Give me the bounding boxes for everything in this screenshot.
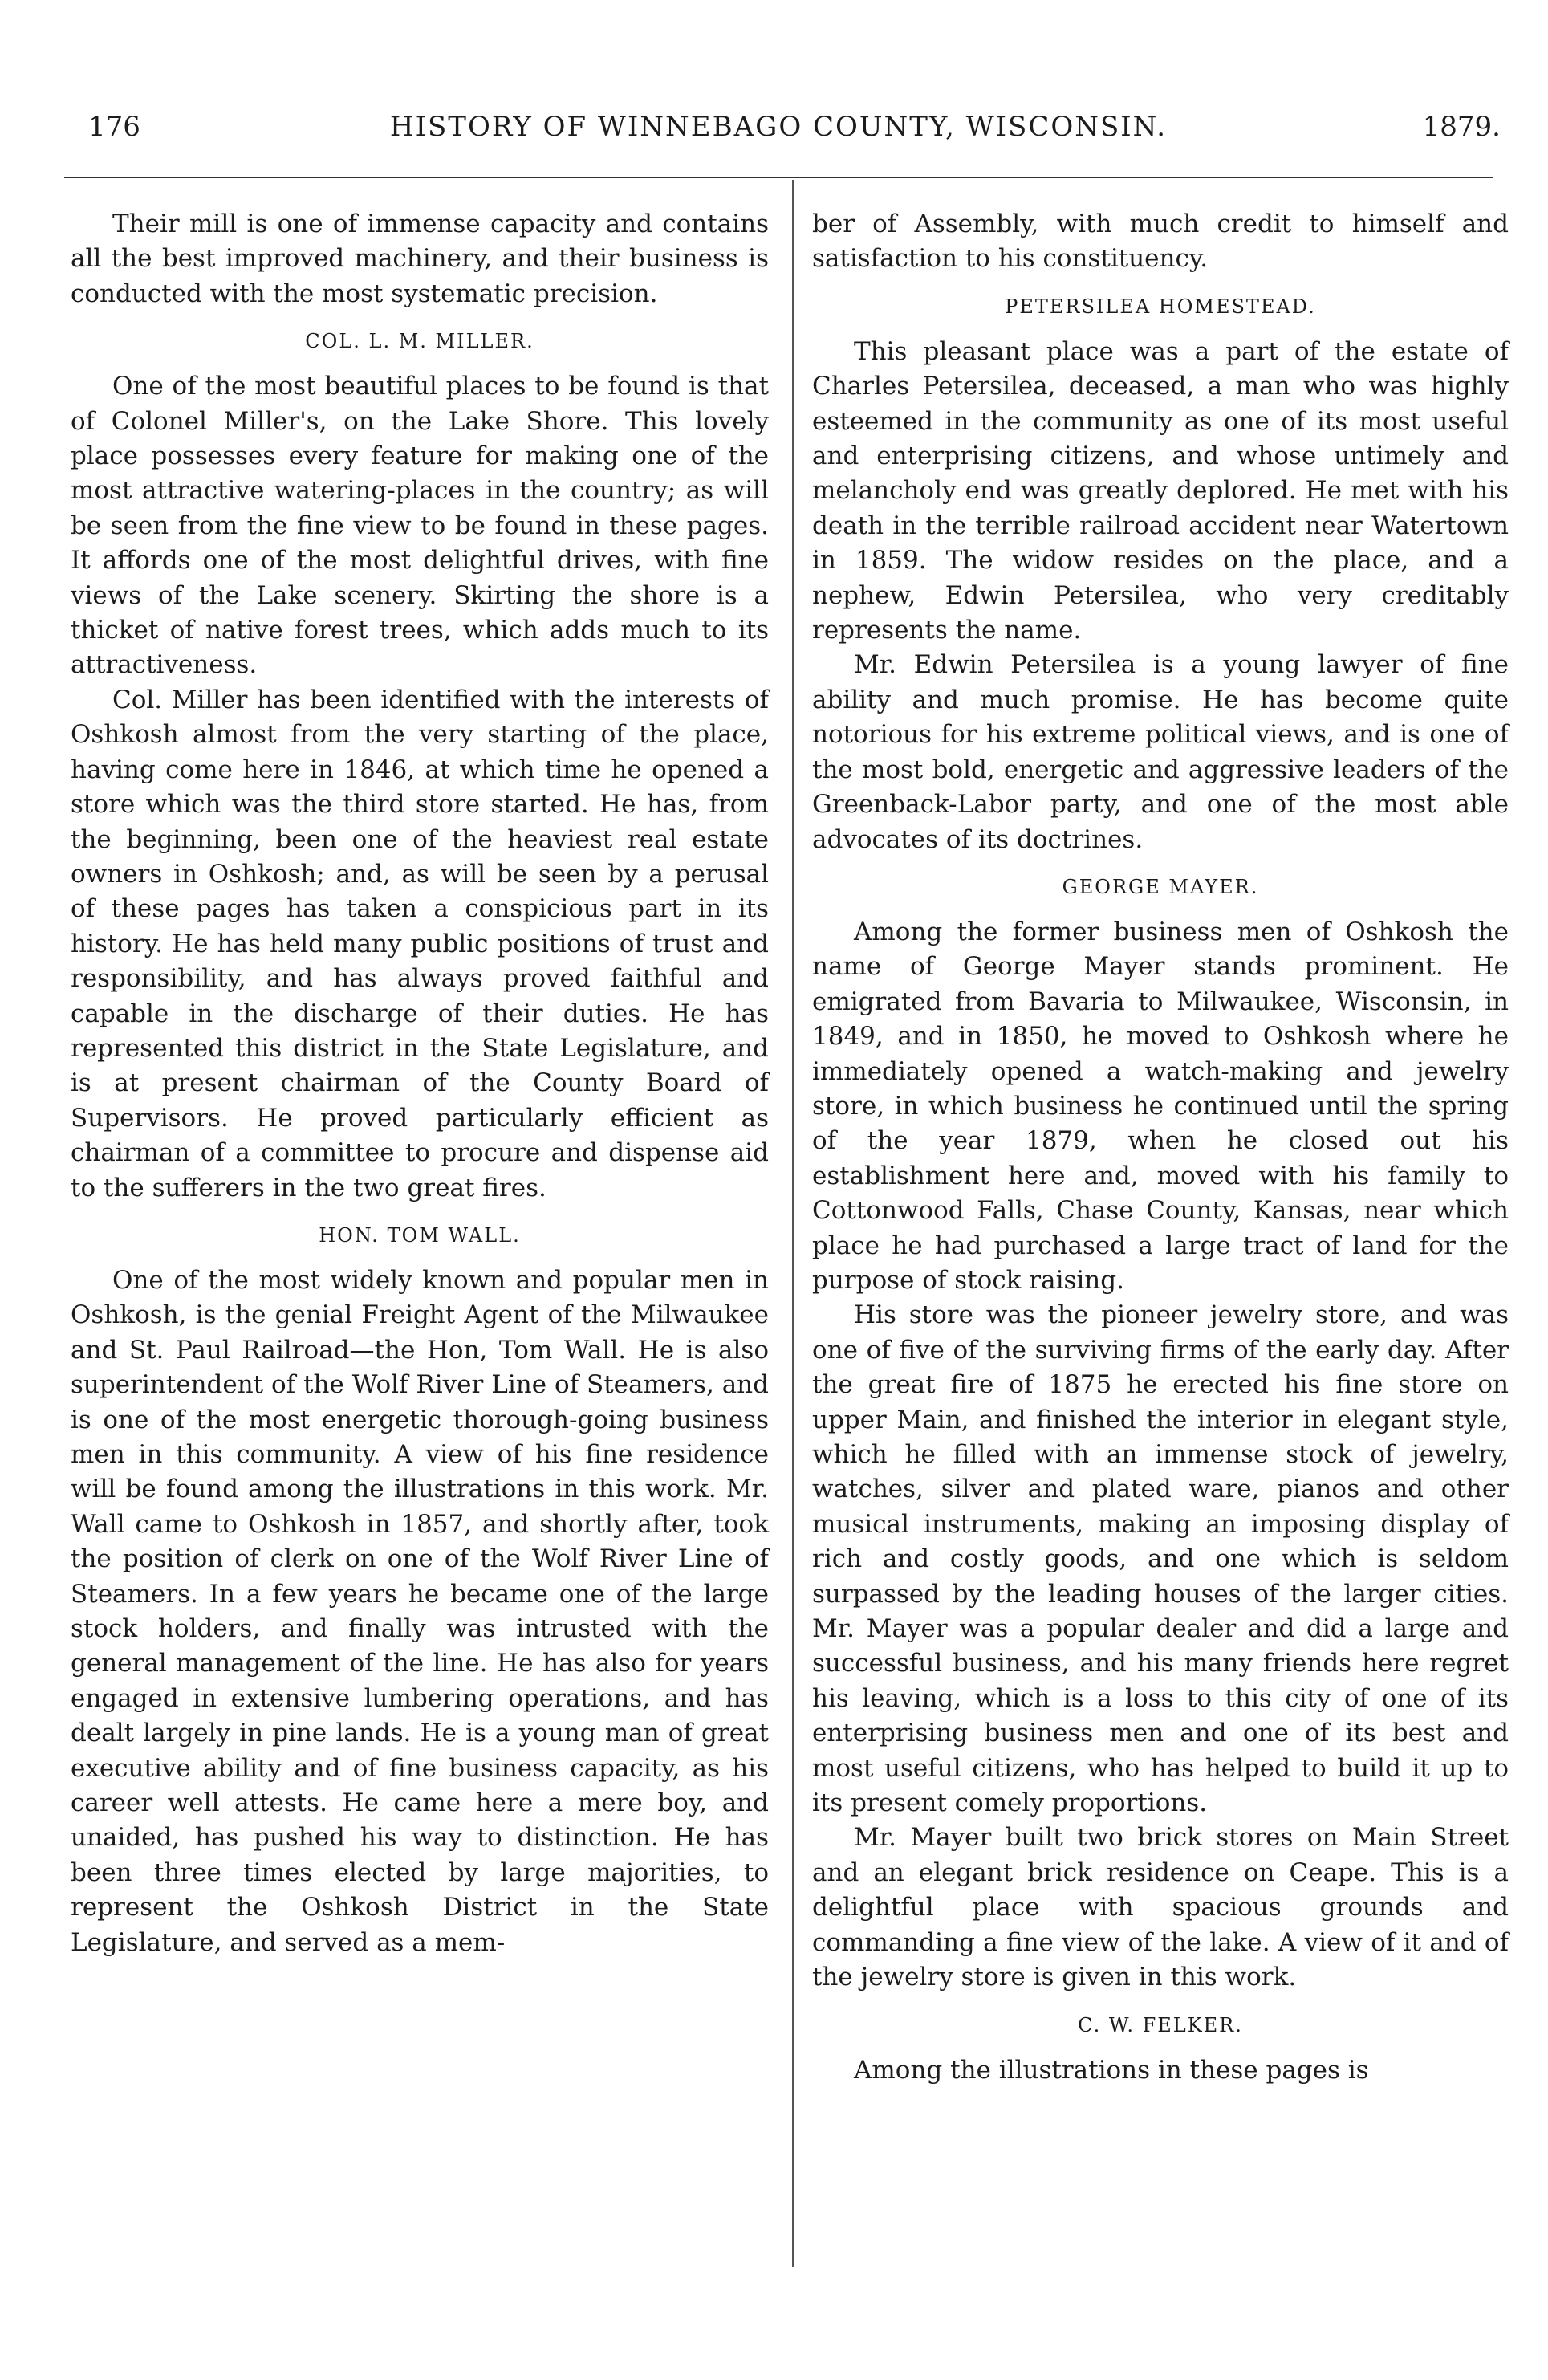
paragraph: Among the illustrations in these pages is	[854, 2055, 1369, 2085]
section-heading-miller: COL. L. M. MILLER.	[305, 330, 534, 353]
paragraph: His store was the pioneer jewelry store, and was one of five of the surviving firms of the early day. After the great fire of 1875 he erected his fine store on upper Main, and finished the interior in elegant style, which he filled with an immense stock of jewelry, watches, silver and plated ware, pianos and other musical instruments, making an imposing display of rich and costly goods, and one which is seldom surpassed by the leading houses of the larger cities. Mr. Mayer was a popular dealer and did a large and successful business, and his many friends here regret his leaving, which is a loss to this city of one of its enterprising business men and one of its best and most useful citizens, who has helped to build it up to its present comely proportions.	[812, 1300, 1509, 1818]
paragraph: ber of Assembly, with much credit to himself and satisfaction to his constituency.	[812, 210, 1509, 274]
paragraph: Their mill is one of immense capacity and contains all the best improved machinery, and their business is conducted with the most systematic precision.	[71, 210, 769, 308]
left-column	[71, 207, 769, 1960]
running-title: HISTORY OF WINNEBAGO COUNTY, WISCONSIN.	[389, 111, 1168, 143]
paragraph: One of the most beautiful places to be found is that of Colonel Miller's, on the Lake Shore. This lovely place possesses every feature for making one of the most attractive watering-places in the country; as will be seen from the fine view to be found in these pages. It affords one of the most delightful drives, with fine views of the Lake scenery. Skirting the shore is a thicket of native forest trees, which adds much to its attractiveness.	[71, 372, 769, 680]
section-heading-felker: C. W. FELKER.	[1078, 2013, 1243, 2036]
paragraph: This pleasant place was a part of the estate of Charles Petersilea, deceased, a man who was highly esteemed in the community as one of its most useful and enterprising citizens, and whose untimely and melancholy end was greatly deplored. He met with his death in the terrible railroad accident near Watertown in 1859. The widow resides on the place, and a nephew, Edwin Petersilea, who very creditably represents the name.	[812, 336, 1509, 645]
page-header	[56, 103, 1501, 151]
paragraph: Mr. Mayer built two brick stores on Main Street and an elegant brick residence on Ceape. This is a delightful place with spacious grounds and commanding a fine view of the lake. A view of it and of the jewelry store is given in this work.	[812, 1823, 1509, 1992]
right-column	[812, 207, 1509, 2088]
paragraph: Col. Miller has been identified with the interests of Oshkosh almost from the very starting of the place, having come here in 1846, at which time he opened a store which was the third store started. He has, from the beginning, been one of the heaviest real estate owners in Oshkosh; and, as will be seen by a perusal of these pages has taken a conspicious part in its history. He has held many public positions of trust and responsibility, and has always proved faithful and capable in the discharge of their duties. He has represented this district in the State Legislature, and is at present chairman of the County Board of Supervisors. He proved particularly efficient as chairman of a committee to procure and dispense aid to the sufferers in the two great fires.	[71, 685, 769, 1202]
paragraph: Among the former business men of Oshkosh the name of George Mayer stands prominent. He emigrated from Bavaria to Milwaukee, Wisconsin, in 1849, and in 1850, he moved to Oshkosh where he immediately opened a watch-making and jewelry store, in which business he continued until the spring of the year 1879, when he closed out his establishment here and, moved with his family to Cottonwood Falls, Chase County, Kansas, near which place he had purchased a large tract of land for the purpose of stock raising.	[812, 917, 1509, 1295]
section-heading-mayer: GEORGE MAYER.	[1062, 875, 1259, 898]
paragraph: Mr. Edwin Petersilea is a young lawyer of fine ability and much promise. He has become quite notorious for his extreme political views, and is one of the most bold, energetic and aggressive leaders of the Greenback-Labor party, and one of the most able advocates of its doctrines.	[812, 650, 1509, 854]
paragraph: One of the most widely known and popular men in Oshkosh, is the genial Freight Agent of the Milwaukee and St. Paul Railroad—the Hon, Tom Wall. He is also superintendent of the Wolf River Line of Steamers, and is one of the most energetic thorough-going business men in this community. A view of his fine residence will be found among the illustrations in this work. Mr. Wall came to Oshkosh in 1857, and shortly after, took the position of clerk on one of the Wolf River Line of Steamers. In a few years he became one of the large stock holders, and finally was intrusted with the general management of the line. He has also for years engaged in extensive lumbering operations, and has dealt largely in pine lands. He is a young man of great executive ability and of fine business capacity, as his career well attests. He came here a mere boy, and unaided, has pushed his way to distinction. He has been three times elected by large majorities, to represent the Oshkosh District in the State Legislature, and served as a mem-	[71, 1265, 769, 1957]
column-divider	[792, 180, 794, 2267]
header-year: 1879.	[1422, 111, 1501, 143]
page-number: 176	[88, 111, 140, 143]
header-rule	[64, 177, 1493, 178]
section-heading-petersilea: PETERSILEA HOMESTEAD.	[1005, 295, 1316, 318]
section-heading-wall: HON. TOM WALL.	[319, 1223, 521, 1247]
